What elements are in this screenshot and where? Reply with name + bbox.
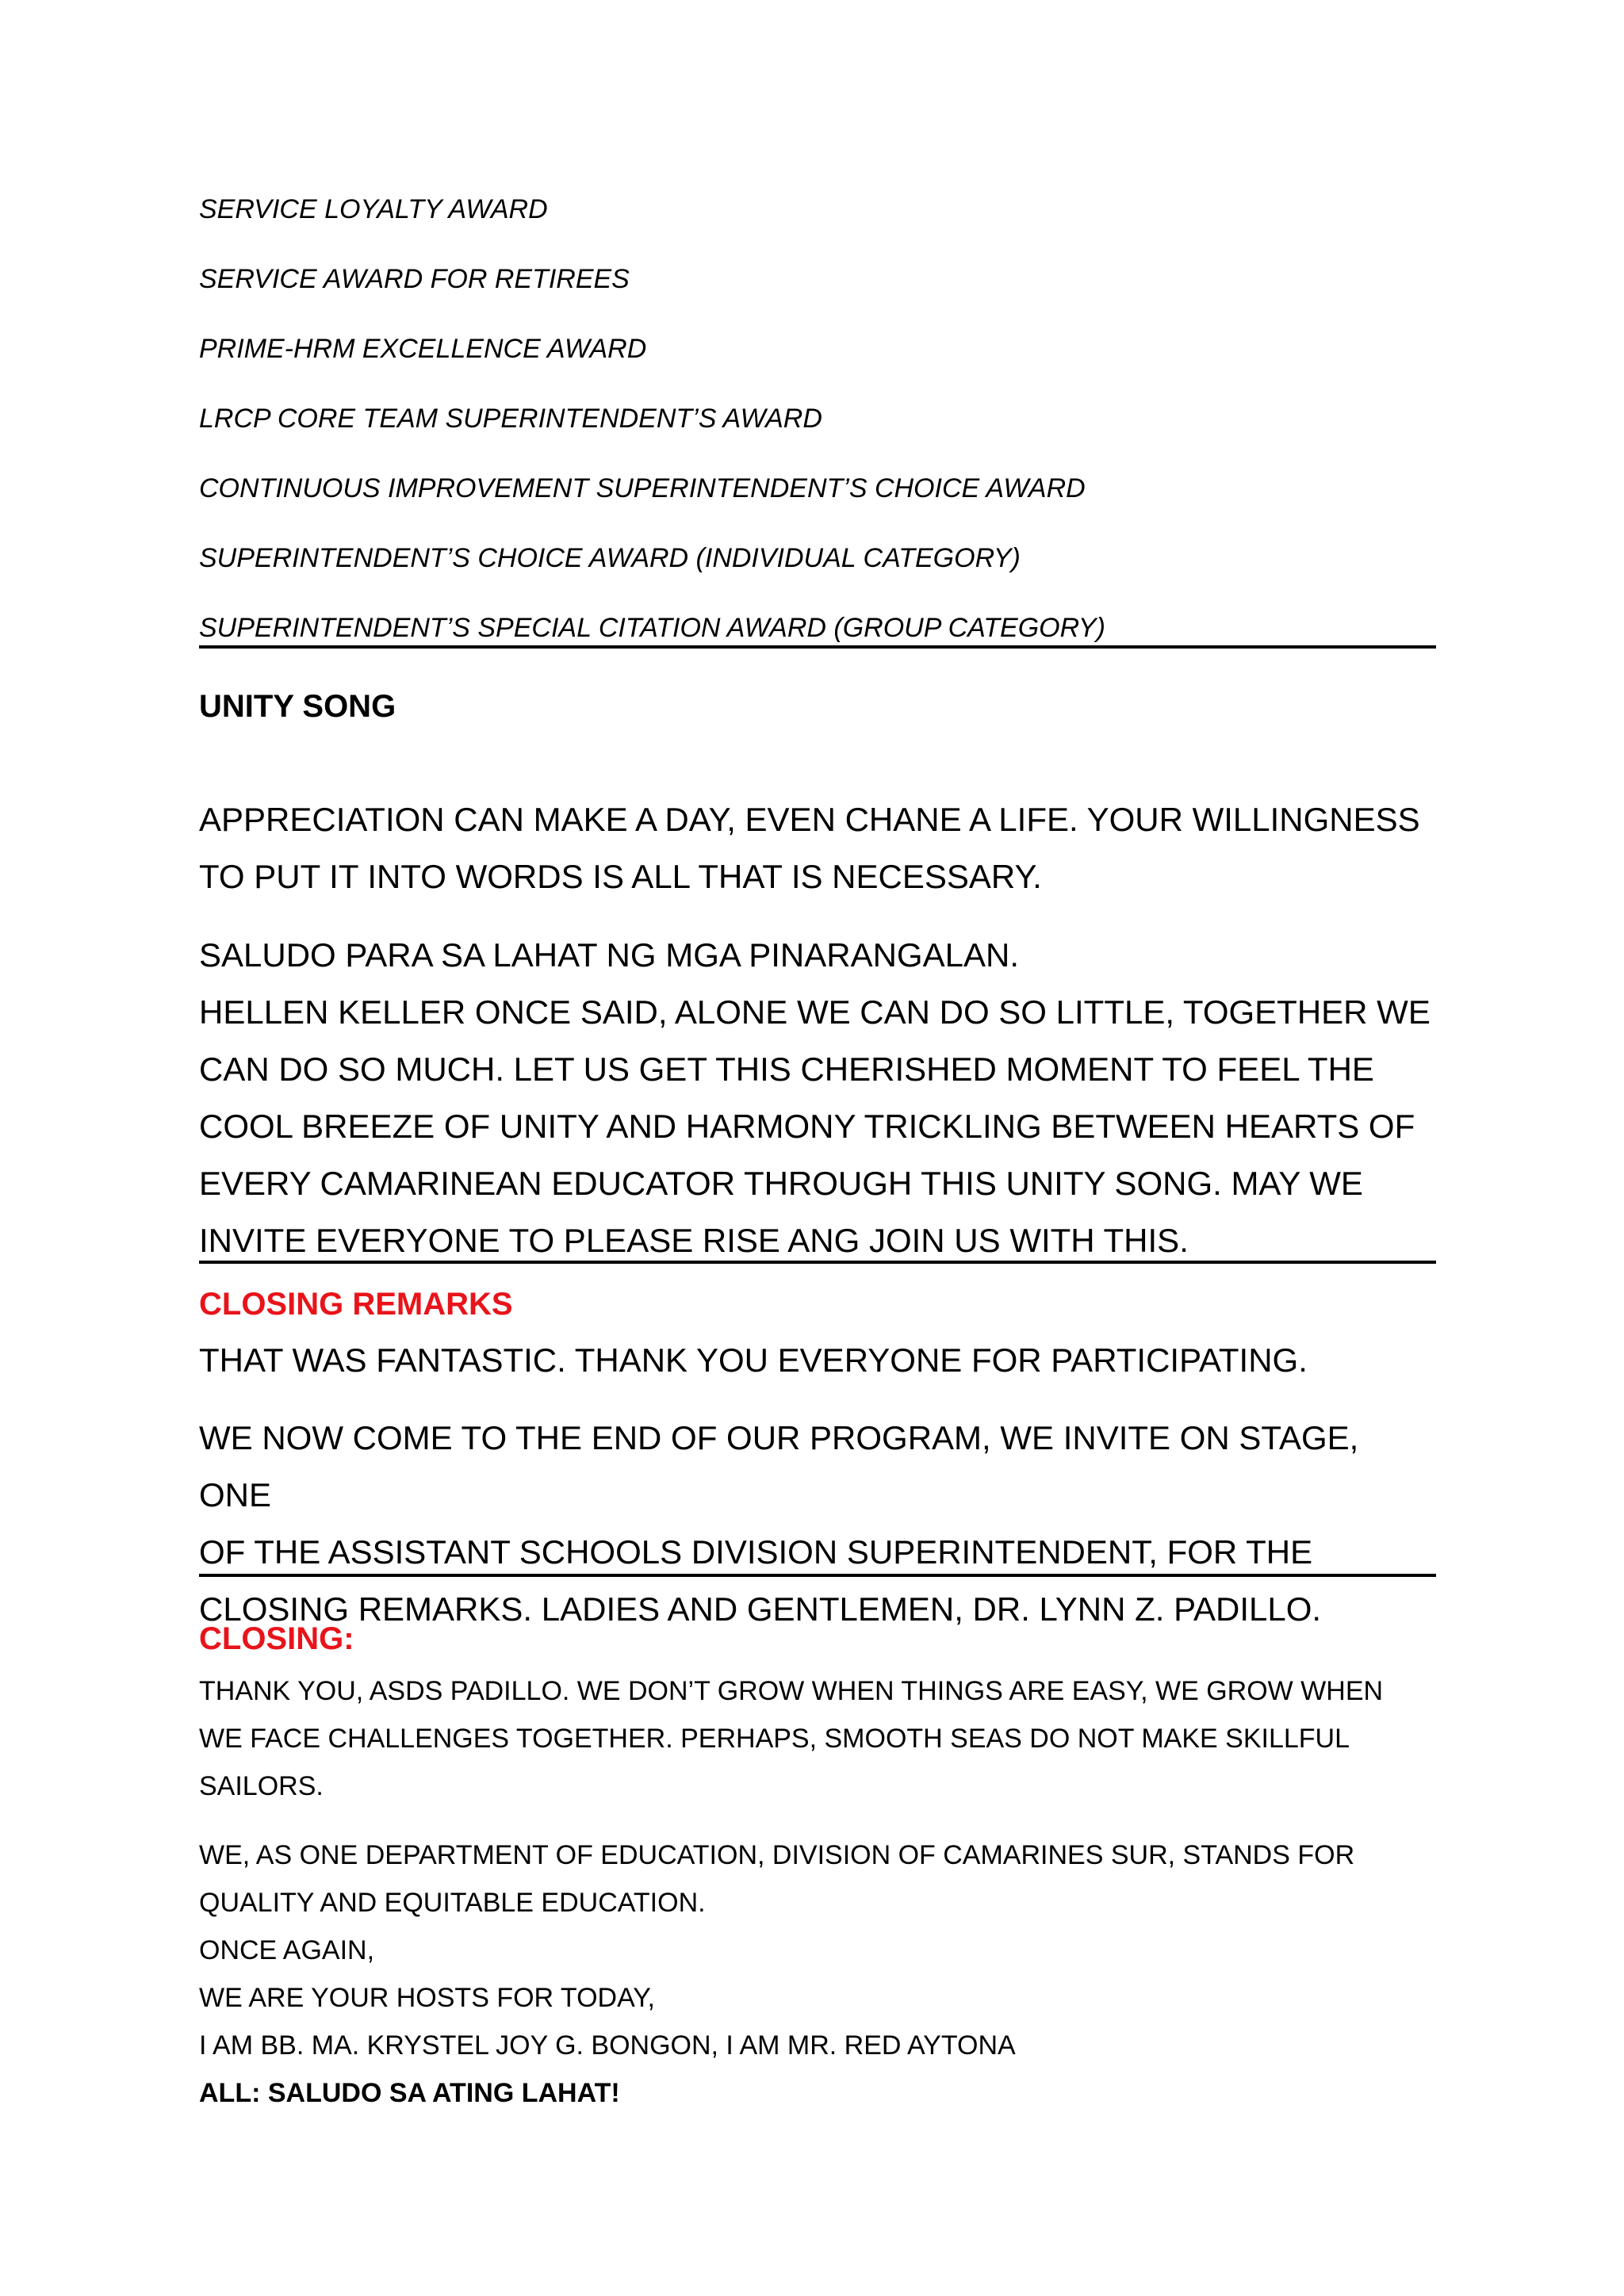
text-line: QUALITY AND EQUITABLE EDUCATION. bbox=[199, 1888, 706, 1918]
text-line: THANK YOU, ASDS PADILLO. WE DON’T GROW WHEN THINGS ARE EASY, WE GROW WHEN bbox=[199, 1676, 1384, 1706]
unity-song-heading: UNITY SONG bbox=[199, 689, 396, 724]
text-line: INVITE EVERYONE TO PLEASE RISE ANG JOIN US WITH THIS. bbox=[199, 1222, 1189, 1259]
text-line: OF THE ASSISTANT SCHOOLS DIVISION SUPERINTENDENT, FOR THE bbox=[199, 1533, 1313, 1571]
text-line: SALUDO PARA SA LAHAT NG MGA PINARANGALAN. bbox=[199, 936, 1019, 974]
text-line: WE FACE CHALLENGES TOGETHER. PERHAPS, SMOOTH SEAS DO NOT MAKE SKILLFUL bbox=[199, 1724, 1350, 1754]
award-item: SUPERINTENDENT’S CHOICE AWARD (INDIVIDUAL CATEGORY) bbox=[199, 543, 1021, 573]
section-divider bbox=[199, 1261, 1436, 1264]
closing-remarks-line bbox=[199, 1332, 1436, 1389]
text-line: WE ARE YOUR HOSTS FOR TODAY, bbox=[199, 1983, 655, 2013]
awards-list bbox=[199, 193, 1436, 644]
award-item: SERVICE LOYALTY AWARD bbox=[199, 194, 548, 224]
text-line: SAILORS. bbox=[199, 1771, 324, 1801]
text-line: HELLEN KELLER ONCE SAID, ALONE WE CAN DO SO LITTLE, TOGETHER WE bbox=[199, 993, 1431, 1031]
award-item: SUPERINTENDENT’S SPECIAL CITATION AWARD (GROUP CATEGORY) bbox=[199, 613, 1105, 643]
award-item: SERVICE AWARD FOR RETIREES bbox=[199, 264, 630, 294]
section-divider bbox=[199, 645, 1436, 649]
text-line: TO PUT IT INTO WORDS IS ALL THAT IS NECESSARY. bbox=[199, 858, 1042, 895]
text-line: COOL BREEZE OF UNITY AND HARMONY TRICKLING BETWEEN HEARTS OF bbox=[199, 1108, 1415, 1145]
closing-heading: CLOSING: bbox=[199, 1621, 354, 1656]
unity-song-paragraph-2 bbox=[199, 927, 1436, 1269]
text-line: CLOSING REMARKS. LADIES AND GENTLEMEN, DR. LYNN Z. PADILLO. bbox=[199, 1590, 1322, 1628]
award-item: PRIME-HRM EXCELLENCE AWARD bbox=[199, 334, 647, 364]
unity-song-paragraph-1 bbox=[199, 791, 1436, 905]
text-line: EVERY CAMARINEAN EDUCATOR THROUGH THIS UNITY SONG. MAY WE bbox=[199, 1165, 1363, 1202]
closing-paragraph-2 bbox=[199, 1831, 1436, 2117]
award-item: LRCP CORE TEAM SUPERINTENDENT’S AWARD bbox=[199, 404, 822, 434]
text-line: I AM BB. MA. KRYSTEL JOY G. BONGON, I AM MR. RED AYTONA bbox=[199, 2030, 1016, 2061]
closing-remarks-heading: CLOSING REMARKS bbox=[199, 1287, 513, 1322]
closing-final-line: ALL: SALUDO SA ATING LAHAT! bbox=[199, 2078, 620, 2108]
text-line: APPRECIATION CAN MAKE A DAY, EVEN CHANE A LIFE. YOUR WILLINGNESS bbox=[199, 801, 1420, 838]
text-line: ONCE AGAIN, bbox=[199, 1935, 375, 1965]
text-line: THAT WAS FANTASTIC. THANK YOU EVERYONE FOR PARTICIPATING. bbox=[199, 1341, 1308, 1379]
text-line: WE NOW COME TO THE END OF OUR PROGRAM, WE INVITE ON STAGE, ONE bbox=[199, 1419, 1359, 1513]
closing-paragraph-1 bbox=[199, 1667, 1436, 1810]
text-line: CAN DO SO MUCH. LET US GET THIS CHERISHED MOMENT TO FEEL THE bbox=[199, 1050, 1374, 1088]
award-item: CONTINUOUS IMPROVEMENT SUPERINTENDENT’S CHOICE AWARD bbox=[199, 473, 1086, 503]
text-line: WE, AS ONE DEPARTMENT OF EDUCATION, DIVISION OF CAMARINES SUR, STANDS FOR bbox=[199, 1840, 1355, 1870]
closing-remarks-paragraph bbox=[199, 1410, 1436, 1638]
section-divider bbox=[199, 1574, 1436, 1577]
